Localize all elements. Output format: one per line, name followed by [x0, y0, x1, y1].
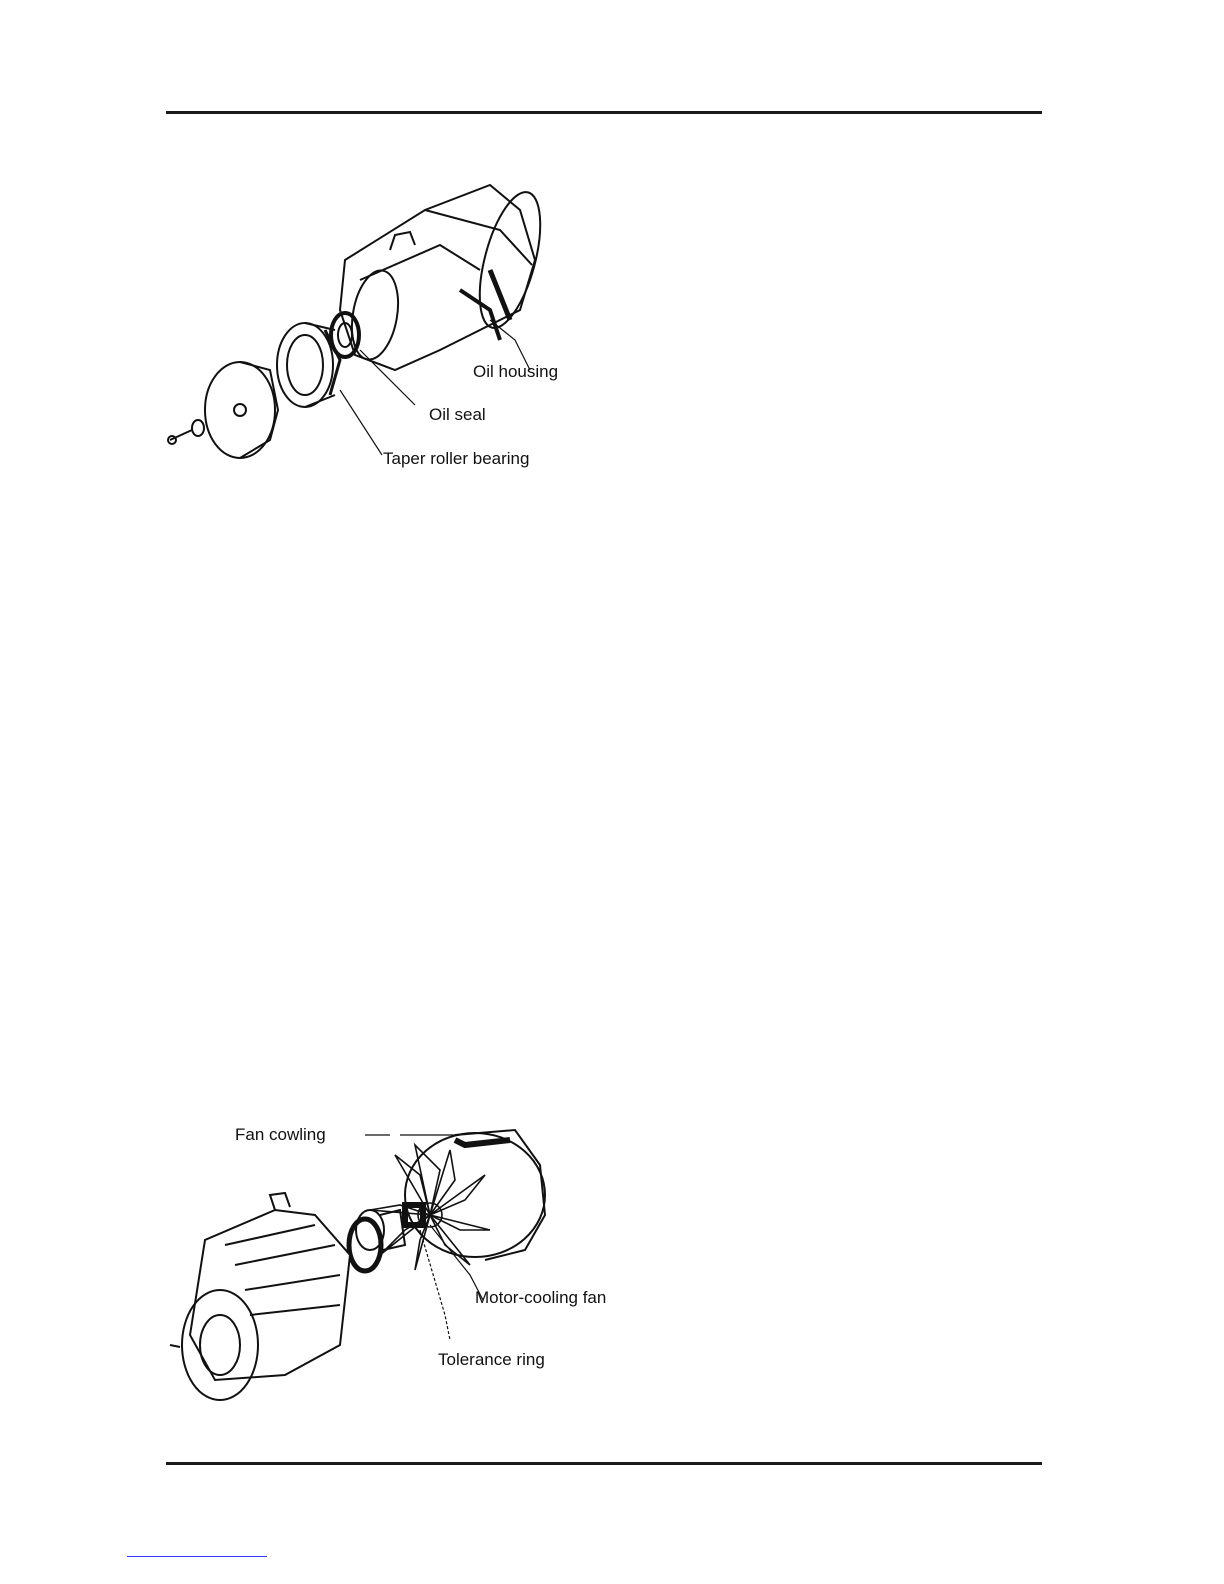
- oil-housing-label: Oil housing: [473, 362, 559, 381]
- footer-rule: [166, 1462, 1042, 1465]
- header-rule: [166, 111, 1042, 114]
- taper-roller-bearing-label: Taper roller bearing: [383, 449, 530, 468]
- oil-seal-label: Oil seal: [429, 405, 486, 424]
- fan-cowling-label: Fan cowling: [235, 1125, 326, 1144]
- oil-housing-exploded-diagram: [160, 170, 600, 490]
- tolerance-ring-label: Tolerance ring: [438, 1350, 545, 1369]
- link-underline: [127, 1556, 267, 1557]
- motor-cooling-fan-label: Motor-cooling fan: [475, 1288, 607, 1307]
